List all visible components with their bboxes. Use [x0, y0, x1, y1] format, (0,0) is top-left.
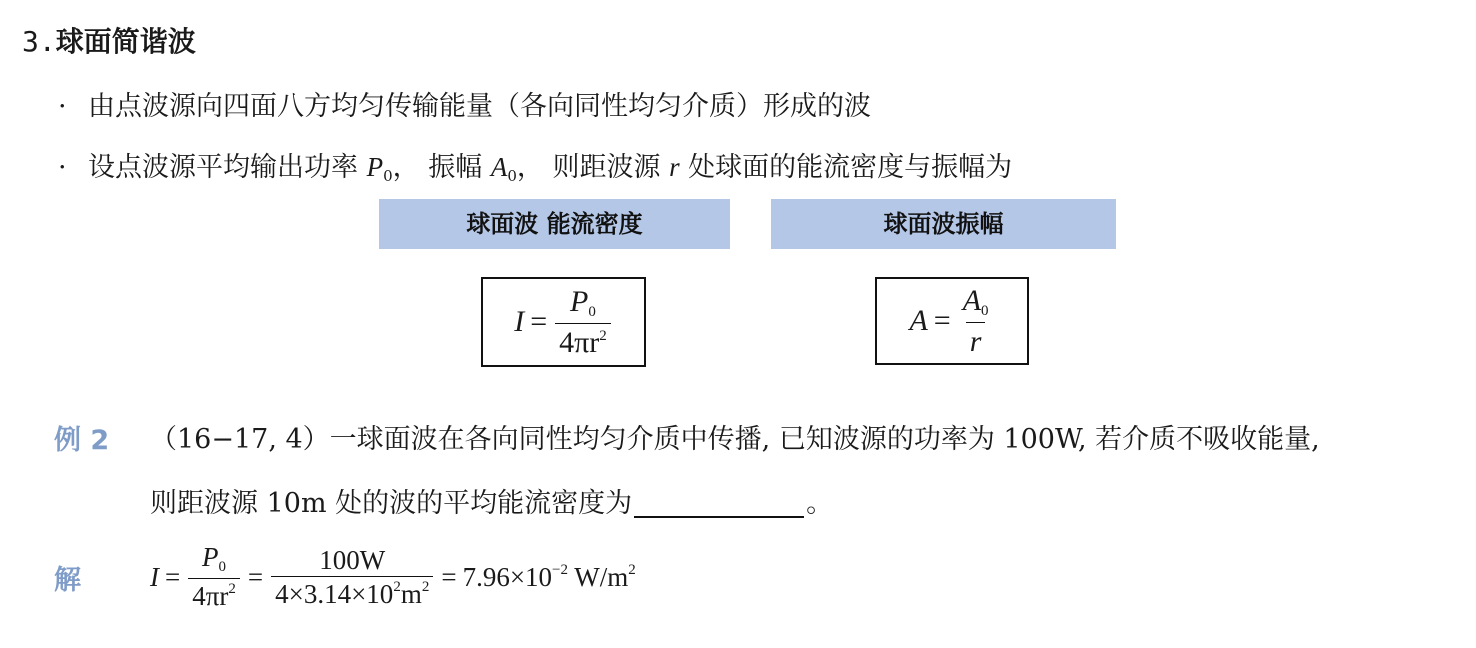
example-line-2-end: 。: [806, 488, 834, 519]
denominator-unit: m: [400, 579, 422, 609]
result-value: 7.96×10: [462, 561, 553, 592]
radius-symbol: r: [669, 152, 680, 182]
result-unit: W/m: [568, 561, 629, 592]
fraction-denominator: r: [966, 322, 986, 358]
formula-intensity-equals: =: [530, 305, 548, 338]
example-label: 例 2: [54, 425, 110, 456]
bullet-dot: ·: [58, 91, 67, 122]
solution-fraction-1: [188, 543, 240, 610]
solution-result: [463, 562, 636, 593]
bullet-2-text-2: ， 振幅: [392, 152, 483, 183]
formula-amplitude-fraction: [959, 285, 993, 357]
solution-equation: [150, 537, 636, 617]
power-symbol: P: [366, 152, 384, 182]
numerator-subscript: 0: [981, 302, 989, 319]
power-subscript: 0: [383, 167, 393, 185]
bullet-2-text-3: ， 则距波源: [516, 152, 661, 183]
solution-equals-2: =: [247, 561, 264, 592]
bullet-dot: ·: [58, 152, 67, 183]
answer-blank: [634, 486, 804, 518]
example-line-2: [150, 481, 833, 520]
solution-equals-1: =: [165, 561, 181, 592]
result-unit-exponent: 2: [628, 561, 636, 578]
fraction-numerator: 100W: [319, 544, 386, 575]
amplitude-subscript: 0: [507, 167, 517, 185]
header-intensity: 球面波 能流密度: [379, 199, 730, 249]
formula-intensity-fraction: [555, 286, 611, 358]
result-exponent: −2: [552, 561, 569, 578]
denominator-text: 4πr: [559, 325, 600, 359]
fraction-numerator: [198, 543, 230, 578]
solution-lhs: I: [150, 561, 159, 592]
section-title-text: 球面简谐波: [55, 25, 196, 58]
numerator-subscript: 0: [218, 559, 227, 576]
numerator-symbol: P: [570, 284, 589, 318]
fraction-denominator: [271, 576, 433, 608]
header-amplitude: 球面波振幅: [771, 199, 1116, 249]
example-line-1: （16−17, 4）一球面波在各向同性均匀介质中传播, 已知波源的功率为 100W, 若介质不吸收能量,: [150, 424, 1320, 455]
bullet-1-text: 由点波源向四面八方均匀传输能量（各向同性均匀介质）形成的波: [88, 91, 871, 122]
denominator-exponent: 2: [393, 579, 401, 595]
fraction-denominator: [555, 323, 611, 359]
formula-intensity-lhs: I: [514, 305, 525, 338]
solution-equals-3: =: [441, 561, 457, 592]
fraction-numerator: [959, 285, 993, 322]
denominator-superscript: 2: [599, 327, 607, 344]
numerator-symbol: P: [202, 542, 219, 573]
denominator-text: 4πr: [192, 581, 229, 612]
bullet-1: [58, 84, 871, 123]
section-title: [22, 20, 196, 60]
fraction-denominator: [188, 578, 240, 610]
numerator-subscript: 0: [588, 303, 596, 320]
bullet-2: [58, 145, 1012, 185]
formula-intensity-box: [481, 277, 646, 367]
denominator-unit-exponent: 2: [421, 579, 430, 595]
denominator-superscript: 2: [228, 581, 236, 598]
formula-amplitude-lhs: A: [909, 304, 928, 337]
solution-label: 解: [54, 565, 81, 596]
denominator-text: 4×3.14×10: [275, 579, 394, 609]
solution-fraction-2: [271, 546, 433, 609]
amplitude-symbol: A: [490, 152, 508, 182]
section-number: 3.: [22, 25, 56, 58]
formula-amplitude-box: [875, 277, 1029, 365]
bullet-2-text-4: 处球面的能流密度与振幅为: [688, 152, 1013, 183]
numerator-symbol: A: [962, 283, 982, 317]
bullet-2-text-1: 设点波源平均输出功率: [88, 152, 358, 183]
fraction-numerator: [566, 286, 600, 323]
example-line-2-text: 则距波源 10m 处的波的平均能流密度为: [150, 488, 633, 519]
formula-amplitude-equals: =: [933, 304, 951, 337]
